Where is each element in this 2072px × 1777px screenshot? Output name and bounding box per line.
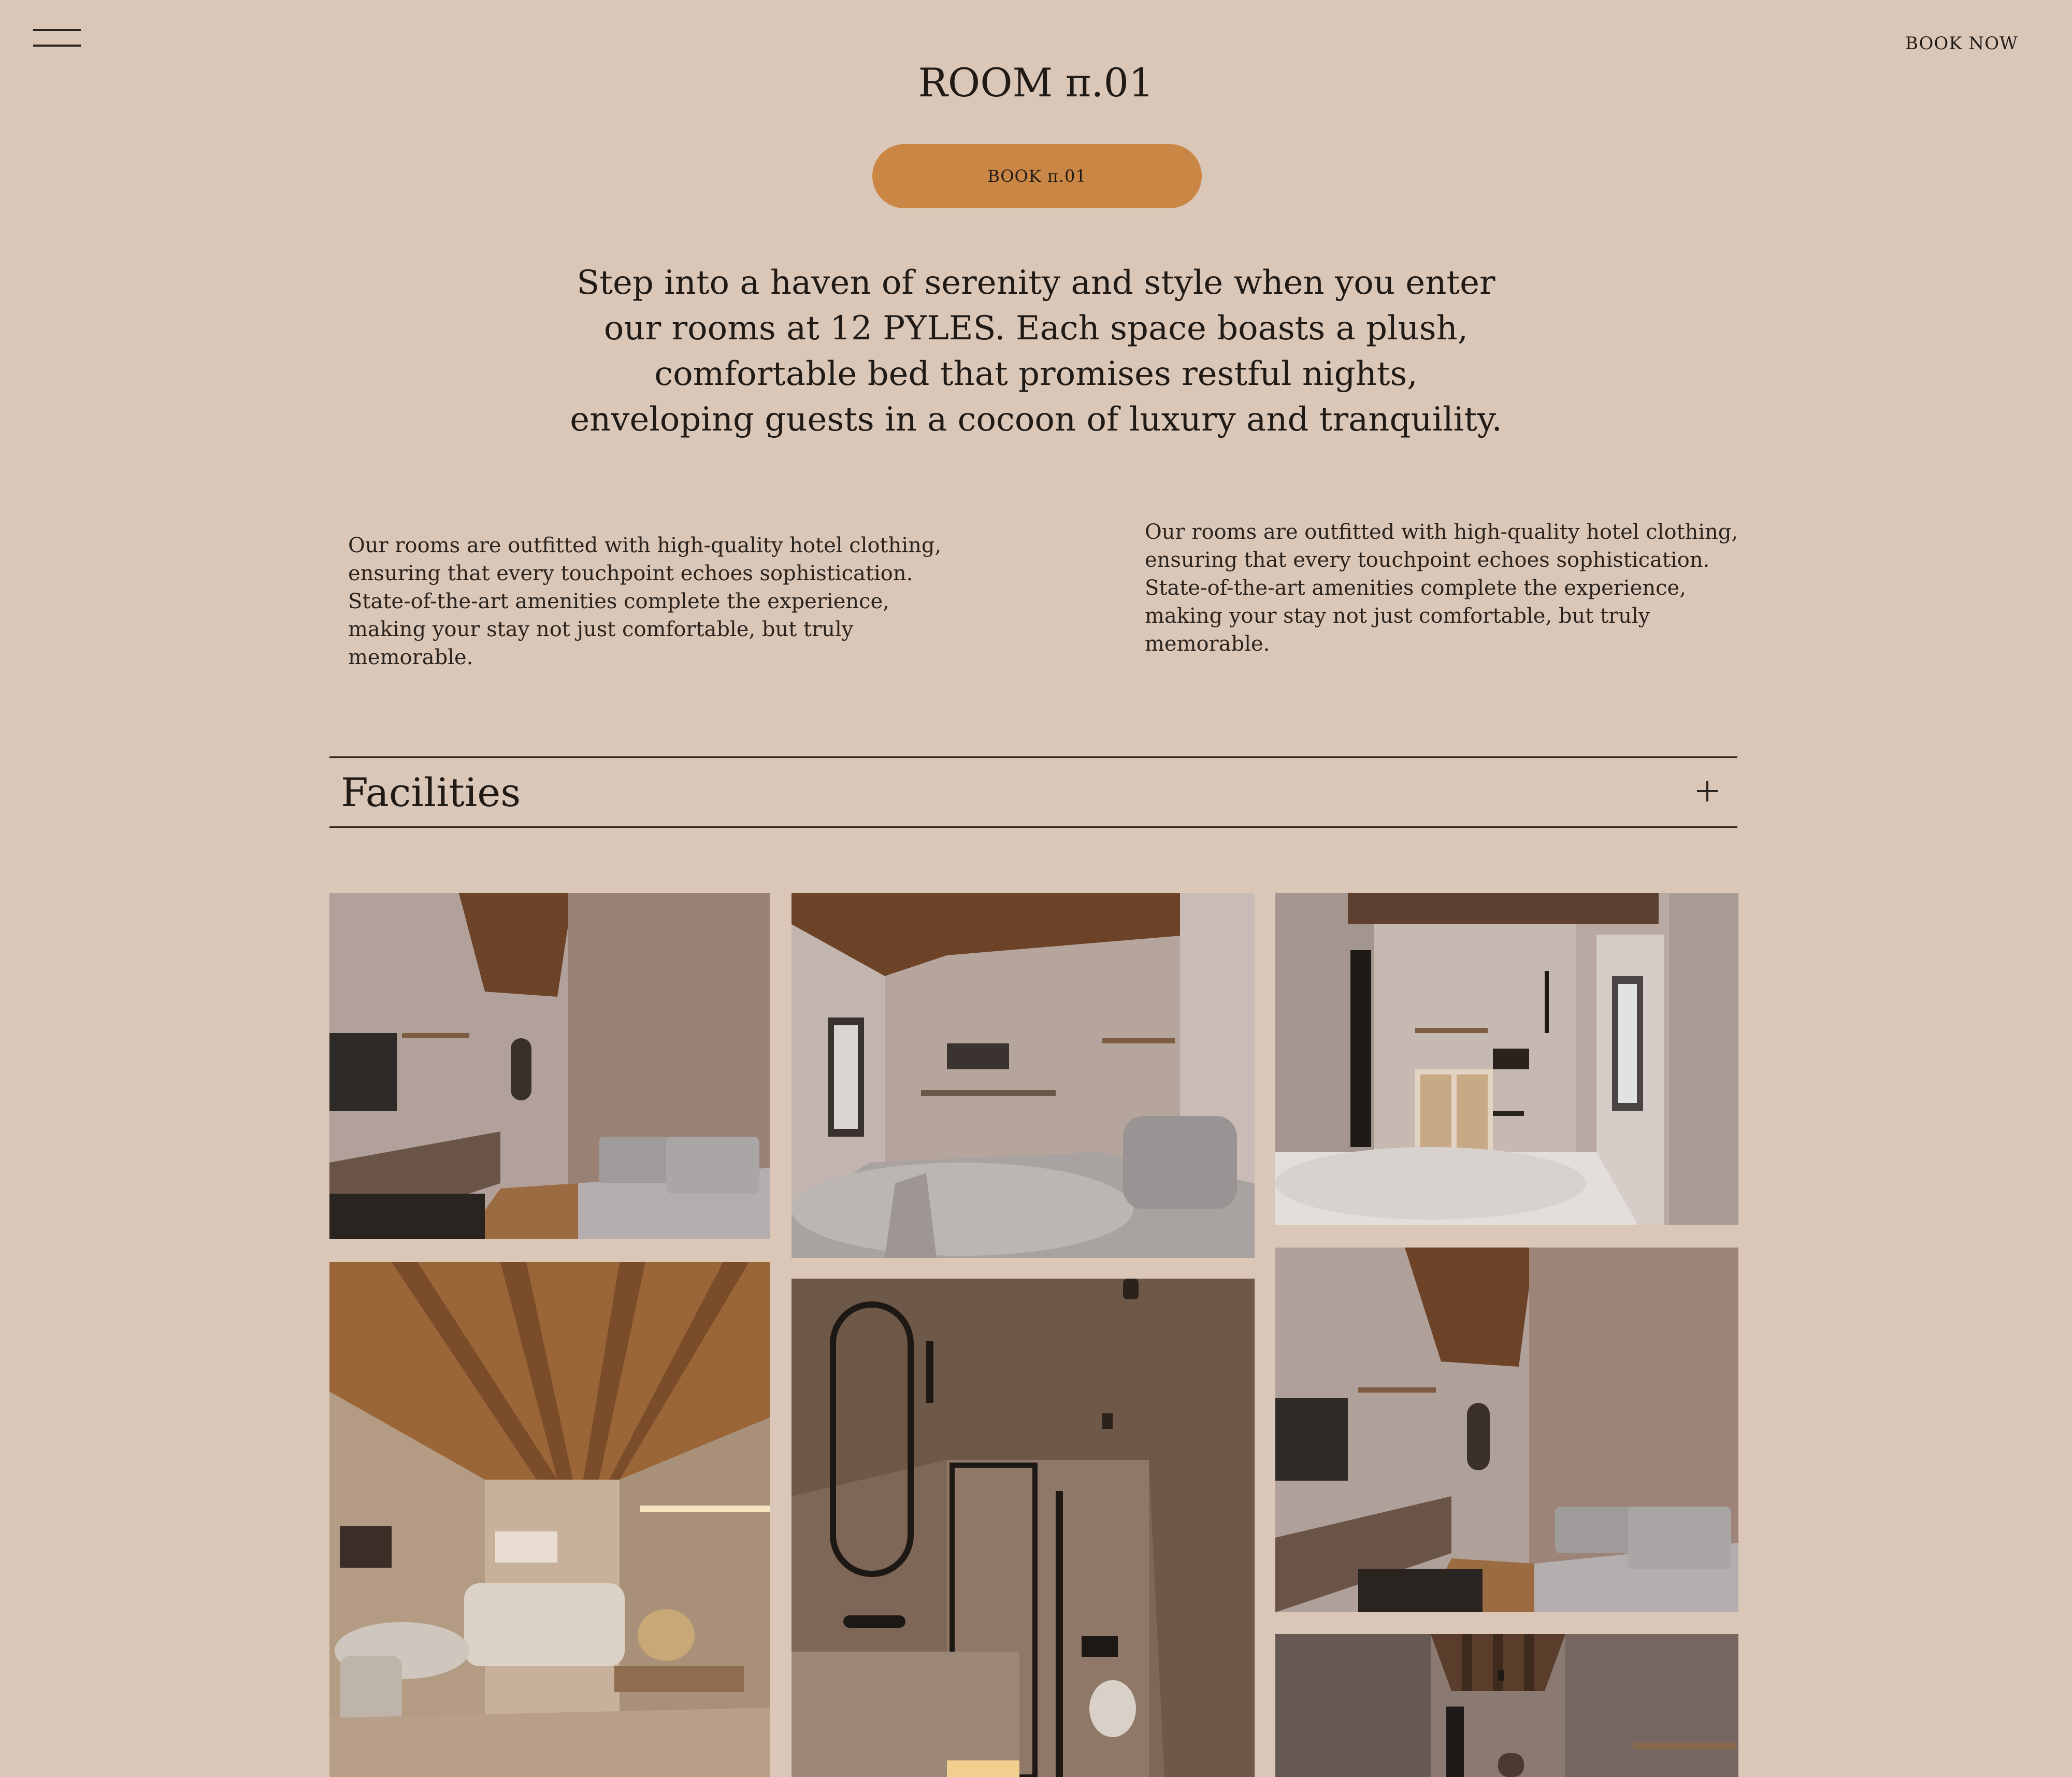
book-room-button[interactable]: BOOK π.01 <box>872 144 1202 208</box>
facilities-accordion[interactable] <box>329 756 1737 828</box>
description-left: Our rooms are outfitted with high-quality hotel clothing, ensuring that every touchpoint echoes sophistication. State-of-the-art amenities complete the experience, making your stay not just comfortable, but truly memorable. <box>348 534 942 669</box>
facilities-label: Facilities <box>341 769 521 815</box>
gallery-photo-bedroom-tv[interactable] <box>1275 1248 1738 1612</box>
intro-paragraph: Step into a haven of serenity and style when you enter our rooms at 12 PYLES. Each space boasts a plush, comfortable bed that promises restful nights, enveloping guests in a cocoon of luxury and tranquility. <box>570 264 1502 439</box>
bathroom-shower-image <box>792 1279 1255 1777</box>
hamburger-menu-icon[interactable] <box>33 29 81 48</box>
book-now-link[interactable]: BOOK NOW <box>1905 33 2018 54</box>
bedroom-desk-image <box>329 893 770 1239</box>
plus-icon[interactable] <box>1697 781 1718 801</box>
menu-bar-bottom <box>33 45 81 47</box>
bedroom-bed-image <box>792 893 1255 1258</box>
hallway-image <box>1275 1634 1738 1777</box>
bedroom-wide-image <box>1275 893 1738 1225</box>
gallery-photo-bathroom-shower[interactable] <box>792 1279 1255 1777</box>
gallery-photo-bedroom-bed[interactable] <box>792 893 1255 1258</box>
gallery-photo-bedroom-desk[interactable] <box>329 893 770 1239</box>
page-title: ROOM π.01 <box>918 60 1154 106</box>
gallery-photo-bedroom-wide[interactable] <box>1275 893 1738 1225</box>
gallery-photo-bathroom-tub[interactable] <box>329 1262 770 1777</box>
bathroom-tub-image <box>329 1262 770 1777</box>
menu-bar-top <box>33 29 81 31</box>
bedroom-tv-image <box>1275 1248 1738 1612</box>
description-right: Our rooms are outfitted with high-quality hotel clothing, ensuring that every touchpoint echoes sophistication. State-of-the-art amenities complete the experience, making your stay not just comfortable, but truly memorable. <box>1145 520 1738 656</box>
gallery-photo-hallway[interactable] <box>1275 1634 1738 1777</box>
